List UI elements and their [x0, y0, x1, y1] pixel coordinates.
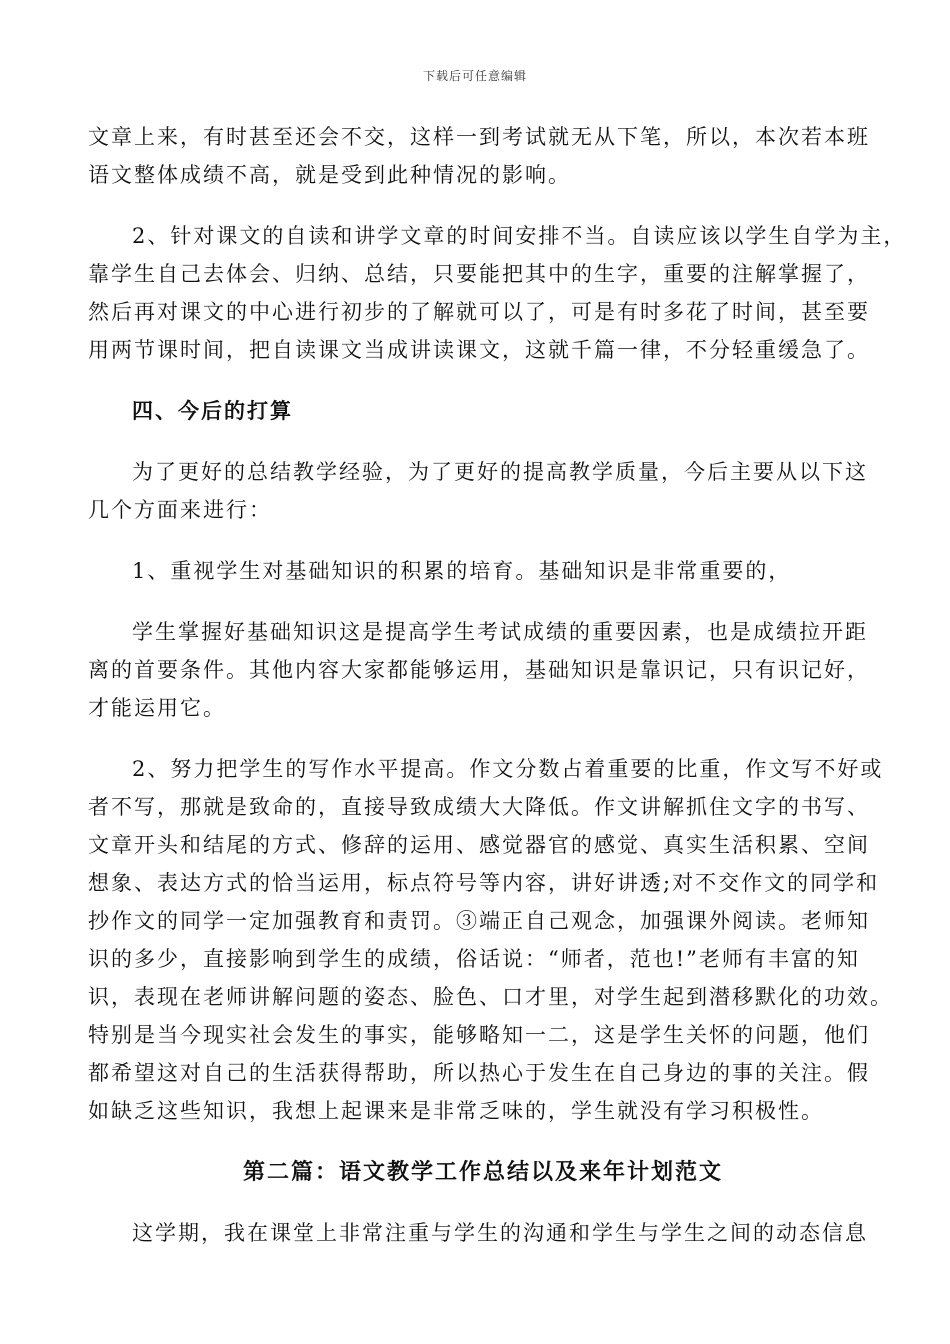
text-line: 然后再对课文的中心进行初步的了解就可以了，可是有时多花了时间，甚至要 — [88, 300, 870, 324]
document-body — [88, 118, 907, 1252]
text-line: 学生掌握好基础知识这是提高学生考试成绩的重要因素，也是成绩拉开距 — [132, 620, 868, 644]
text-line: 这学期，我在课堂上非常注重与学生的沟通和学生与学生之间的动态信息 — [132, 1221, 868, 1245]
text-line: 几个方面来进行： — [88, 498, 272, 522]
text-line: 文章开头和结尾的方式、修辞的运用、感觉器官的感觉、真实生活积累、空间 — [88, 833, 870, 857]
paragraph-intro-plan — [88, 453, 878, 529]
text-line: 用两节课时间，把自读课文当成讲读课文，这就千篇一律，不分轻重缓急了。 — [88, 338, 870, 362]
paragraph-new-chapter — [88, 1214, 878, 1252]
section-heading-text: 四、今后的打算 — [132, 398, 293, 423]
text-line: 特别是当今现实社会发生的事实，能够略知一二，这是学生关怀的问题，他们 — [88, 1023, 870, 1047]
text-line: 语文整体成绩不高，就是受到此种情况的影响。 — [88, 163, 571, 187]
chapter-title — [88, 1153, 878, 1191]
text-line: 识的多少，直接影响到学生的成绩，俗话说：“师者，范也!”老师有丰富的知 — [88, 947, 860, 971]
paragraph-basic-knowledge — [88, 613, 878, 727]
text-line: 者不写，那就是致命的，直接导致成绩大大降低。作文讲解抓住文字的书写、 — [88, 795, 870, 819]
paragraph-plan-item-1 — [88, 552, 878, 590]
text-line: 识，表现在老师讲解问题的姿态、脸色、口才里，对学生起到潜移默化的功效。 — [88, 985, 893, 1009]
text-line: 才能运用它。 — [88, 696, 226, 720]
paragraph-continuation — [88, 118, 878, 194]
text-line: 离的首要条件。其他内容大家都能够运用，基础知识是靠识记，只有识记好， — [88, 658, 870, 682]
text-line: 抄作文的同学一定加强教育和责罚。③端正自己观念，加强课外阅读。老师知 — [88, 909, 870, 933]
text-line: 文章上来，有时甚至还会不交，这样一到考试就无从下笔，所以，本次若本班 — [88, 125, 870, 149]
text-line: 2、努力把学生的写作水平提高。作文分数占着重要的比重，作文写不好或 — [132, 757, 884, 781]
chapter-title-text: 第二篇：语文教学工作总结以及来年计划范文 — [242, 1159, 723, 1185]
page-header: 下载后可任意编辑 — [422, 69, 527, 83]
text-line: 如缺乏这些知识，我想上起课来是非常乏味的，学生就没有学习积极性。 — [88, 1099, 824, 1123]
text-line: 想象、表达方式的恰当运用，标点符号等内容，讲好讲透;对不交作文的同学和 — [88, 871, 880, 895]
text-line: 靠学生自己去体会、归纳、总结，只要能把其中的生字，重要的注解掌握了， — [88, 262, 870, 286]
text-line: 为了更好的总结教学经验，为了更好的提高教学质量，今后主要从以下这 — [132, 460, 868, 484]
paragraph-plan-item-2 — [88, 750, 893, 1130]
text-line: 1、重视学生对基础知识的积累的培育。基础知识是非常重要的， — [132, 559, 792, 583]
paragraph-reading-schedule — [88, 217, 907, 369]
text-line: 都希望这对自己的生活获得帮助，所以热心于发生在自己身边的事的关注。假 — [88, 1061, 870, 1085]
text-line: 2、针对课文的自读和讲学文章的时间安排不当。自读应该以学生自学为主， — [132, 224, 907, 248]
section-heading — [88, 392, 878, 430]
